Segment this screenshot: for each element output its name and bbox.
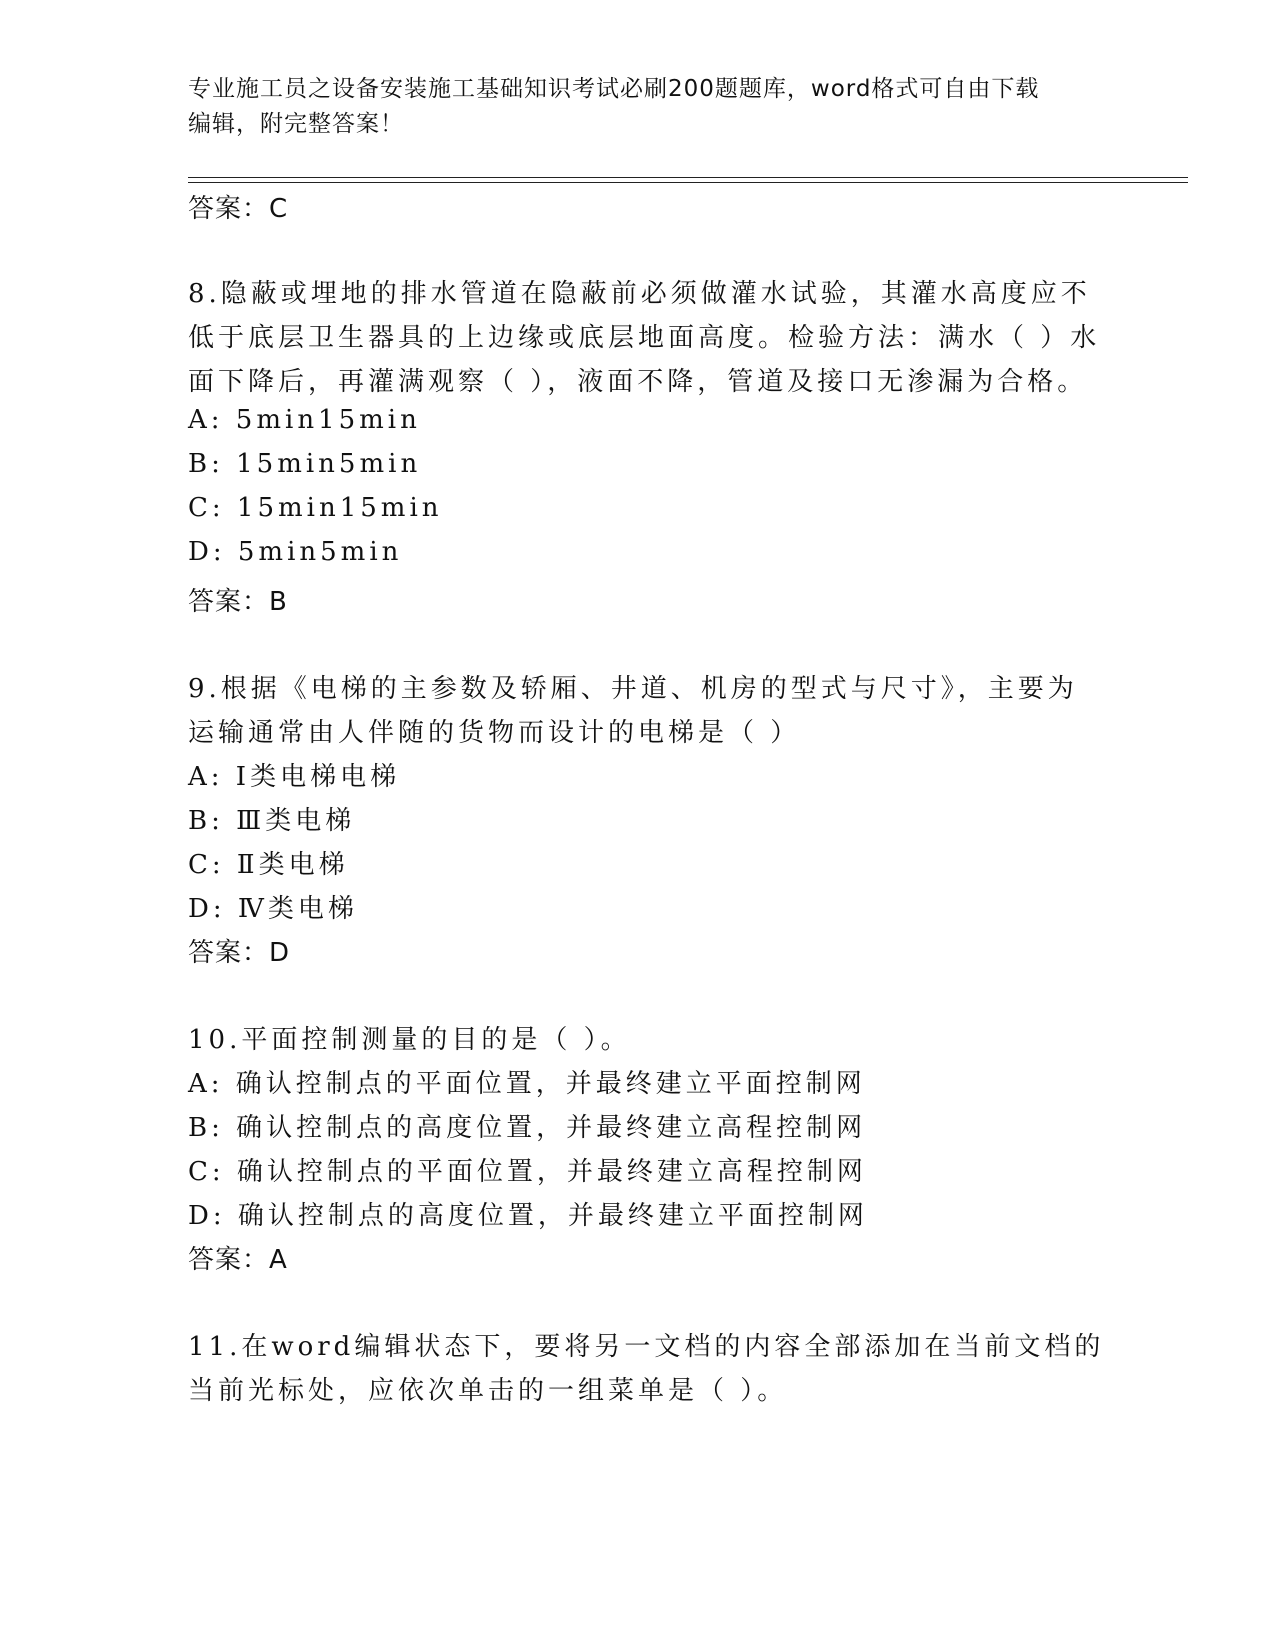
q8-line-1: 8.隐蔽或埋地的排水管道在隐蔽前必须做灌水试验，其灌水高度应不 bbox=[188, 279, 1091, 309]
q8-option-a: A: 5min15min bbox=[188, 405, 421, 435]
q8-option-d: D: 5min5min bbox=[188, 537, 403, 567]
q9-option-d: D: Ⅳ类电梯 bbox=[188, 894, 358, 924]
q8-answer: 答案：B bbox=[188, 587, 288, 617]
q10-line-1: 10.平面控制测量的目的是（ ）。 bbox=[188, 1025, 631, 1055]
q8-option-b: B: 15min5min bbox=[188, 449, 422, 479]
q10-option-b: B: 确认控制点的高度位置，并最终建立高程控制网 bbox=[188, 1113, 867, 1143]
q8-line-2: 低于底层卫生器具的上边缘或底层地面高度。检验方法：满水（ ）水 bbox=[188, 323, 1101, 353]
header-rule-bottom bbox=[188, 182, 1188, 183]
q10-option-a: A: 确认控制点的平面位置，并最终建立平面控制网 bbox=[188, 1069, 866, 1099]
q9-option-c: C: Ⅱ类电梯 bbox=[188, 850, 349, 880]
q10-answer: 答案：A bbox=[188, 1245, 288, 1275]
q9-option-a: A: Ⅰ类电梯电梯 bbox=[188, 762, 401, 792]
q10-option-d: D: 确认控制点的高度位置，并最终建立平面控制网 bbox=[188, 1201, 868, 1231]
header-line-2: 编辑，附完整答案！ bbox=[188, 111, 404, 137]
answer-prev: 答案：C bbox=[188, 194, 289, 224]
q11-line-1: 11.在word编辑状态下，要将另一文档的内容全部添加在当前文档的 bbox=[188, 1332, 1105, 1362]
q9-answer: 答案：D bbox=[188, 938, 291, 968]
header-line-1: 专业施工员之设备安装施工基础知识考试必刷200题题库，word格式可自由下载 bbox=[188, 76, 1040, 102]
q9-line-1: 9.根据《电梯的主参数及轿厢、井道、机房的型式与尺寸》，主要为 bbox=[188, 674, 1078, 704]
q10-option-c: C: 确认控制点的平面位置，并最终建立高程控制网 bbox=[188, 1157, 867, 1187]
q9-line-2: 运输通常由人伴随的货物而设计的电梯是（ ） bbox=[188, 718, 801, 748]
q11-line-2: 当前光标处，应依次单击的一组菜单是（ ）。 bbox=[188, 1376, 788, 1406]
header-rule-top bbox=[188, 177, 1188, 178]
q9-option-b: B: Ⅲ类电梯 bbox=[188, 806, 356, 836]
q8-line-3: 面下降后，再灌满观察（ ），液面不降，管道及接口无渗漏为合格。 bbox=[188, 367, 1088, 397]
q8-option-c: C: 15min15min bbox=[188, 493, 443, 523]
document-header bbox=[188, 72, 1088, 142]
